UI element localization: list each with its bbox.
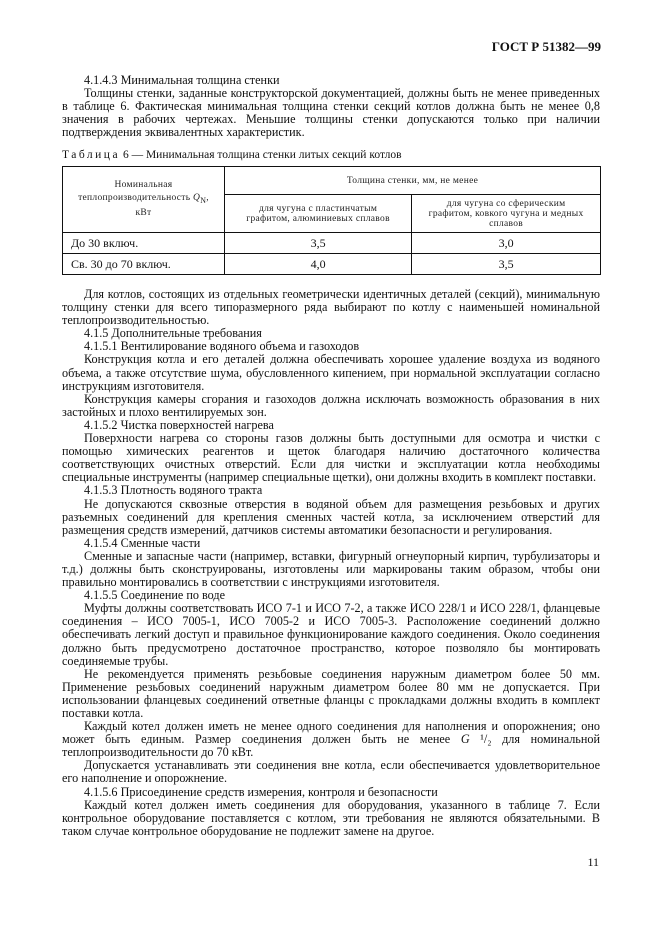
paragraph: Каждый котел должен иметь соединения для оборудования, указанного в таблице 7. Если контрольное оборудование поставляется с котлом, эти требования не являются обязательными. В таком случае контрольное оборудование не подлежит замене на другое.: [62, 797, 600, 838]
paragraph: Поверхности нагрева со стороны газов должны быть доступными для осмотра и чистки с помощью химических реагентов и щеток благодаря наличию достаточного количества соответствующих очистных отверстий. Если для чистки и эксплуатации котла необходимы специальные инструменты (например специальные щетки), они должны входить в комплект поставки.: [62, 431, 600, 485]
section-heading: 4.1.5 Дополнительные требования: [84, 326, 262, 341]
table-row: [63, 233, 601, 254]
paragraph: Не допускаются сквозные отверстия в водяной объем для размещения резьбовых и других разъемных соединений для крепления сменных частей котла, за исключением отверстий для размещения средств измерений, датчиков системы автоматики безопасности и регулирования.: [62, 496, 600, 537]
header-unit: , кВт: [135, 193, 209, 218]
subscript-n: N: [200, 195, 207, 205]
row-label: Св. 30 до 70 включ.: [63, 254, 225, 275]
table-caption-title: 6 — Минимальная толщина стенки литых секций котлов: [120, 149, 402, 161]
section-heading: 4.1.5.1 Вентилирование водяного объема и газоходов: [84, 339, 360, 354]
section-heading: 4.1.5.5 Соединение по воде: [84, 588, 226, 603]
section-heading: 4.1.4.3 Минимальная толщина стенки: [84, 73, 280, 87]
cell-value: 4,0: [225, 254, 412, 275]
fraction: ¹/₂: [480, 732, 492, 747]
document-header-id: ГОСТ Р 51382—99: [491, 39, 601, 54]
paragraph: Для котлов, состоящих из отдельных геометрически идентичных деталей (секций), минимальную толщину стенки для всего типоразмерного ряда выбирают по котлу с наименьшей номинальной теплопроизводительностью.: [62, 287, 600, 328]
connection-size-paragraph: [62, 720, 600, 759]
header-line: теплопроизводительность: [78, 193, 191, 204]
paragraph: Допускается устанавливать эти соединения вне котла, если обеспечивается удовлетворительное его наполнение и опорожнение.: [62, 758, 600, 786]
symbol-g: G: [460, 732, 470, 747]
intro-section: [62, 74, 600, 139]
paragraph: Не рекомендуется применять резьбовые соединения наружным диаметром более 50 мм. Применение резьбовых соединений наружным диаметром более 80 мм не допускается. При использовании фланцевых соединений ответные фланцы с прокладками должны входить в комплект поставки котла.: [62, 666, 600, 720]
group-header-thickness: Толщина стенки, мм, не менее: [225, 167, 601, 195]
page-number: 11: [587, 855, 599, 869]
sub-header-lamellar: для чугуна с пластинчатым графитом, алюминиевых сплавов: [225, 195, 412, 233]
section-heading: 4.1.5.3 Плотность водяного тракта: [84, 483, 263, 498]
section-heading: 4.1.5.4 Сменные части: [84, 535, 201, 550]
cell-value: 3,5: [225, 233, 412, 254]
paragraph: Конструкция котла и его деталей должна обеспечивать хорошее удаление воздуха из водяного объема, а также отсутствие шума, обусловленного кипением, при нормальной эксплуатации согласно инструкциям изготовителя.: [62, 352, 600, 393]
text-run: для номинальной теплопроизводительности до 70 кВт.: [62, 732, 601, 760]
table-caption-prefix: Таблица: [62, 149, 121, 161]
header-line: Номинальная: [114, 180, 173, 191]
paragraph: Муфты должны соответствовать ИСО 7-1 и ИСО 7-2, а также ИСО 228/1 и ИСО 228/1, фланцевые соединения – ИСО 7005-1, ИСО 7005-2 и ИСО 7005-3. Расположение соединений должно обеспечивать легкий доступ и правильное функционирование каждого соединения. Около соединения должно быть предусмотрено достаточное пространство, которое позволяло бы монтировать соединяемые трубы.: [62, 601, 600, 668]
section-heading: 4.1.5.2 Чистка поверхностей нагрева: [84, 417, 274, 432]
body-section: [62, 288, 600, 838]
table-row: [63, 254, 601, 275]
text-run: Каждый котел должен иметь не менее одного соединения для наполнения и опорожнения; оно может быть единым. Размер соединения должен быть не менее: [62, 719, 600, 747]
sub-header-spheroidal: для чугуна со сферическим графитом, ковкого чугуна и медных сплавов: [412, 195, 601, 233]
symbol-q: Q: [193, 193, 201, 204]
paragraph: Конструкция камеры сгорания и газоходов должна исключать возможность образования в них застойных и плохо вентилируемых зон.: [62, 391, 600, 419]
wall-thickness-table: [62, 166, 601, 275]
section-heading: 4.1.5.6 Присоединение средств измерения, контроля и безопасности: [84, 784, 438, 799]
cell-value: 3,0: [412, 233, 601, 254]
paragraph: Толщины стенки, заданные конструкторской документацией, должны быть не менее приведенных в таблице 6. Фактическая минимальная толщина стенки секций котлов должна быть не менее 0,8 значения в рабочих чертежах. Меньшие толщины стенки допускаются только при наличии подтверждения эквивалентных характеристик.: [62, 86, 600, 140]
row-label: До 30 включ.: [63, 233, 225, 254]
col-header-heat-output: [63, 167, 225, 233]
paragraph: Сменные и запасные части (например, вставки, фигурный огнеупорный кирпич, турбулизаторы и т.д.) должны быть сконструированы, изготовлены или маркированы таким образом, чтобы они правильно монтировались в соответствии с инструкциями изготовителя.: [62, 548, 600, 590]
cell-value: 3,5: [412, 254, 601, 275]
table-caption: [62, 149, 402, 161]
